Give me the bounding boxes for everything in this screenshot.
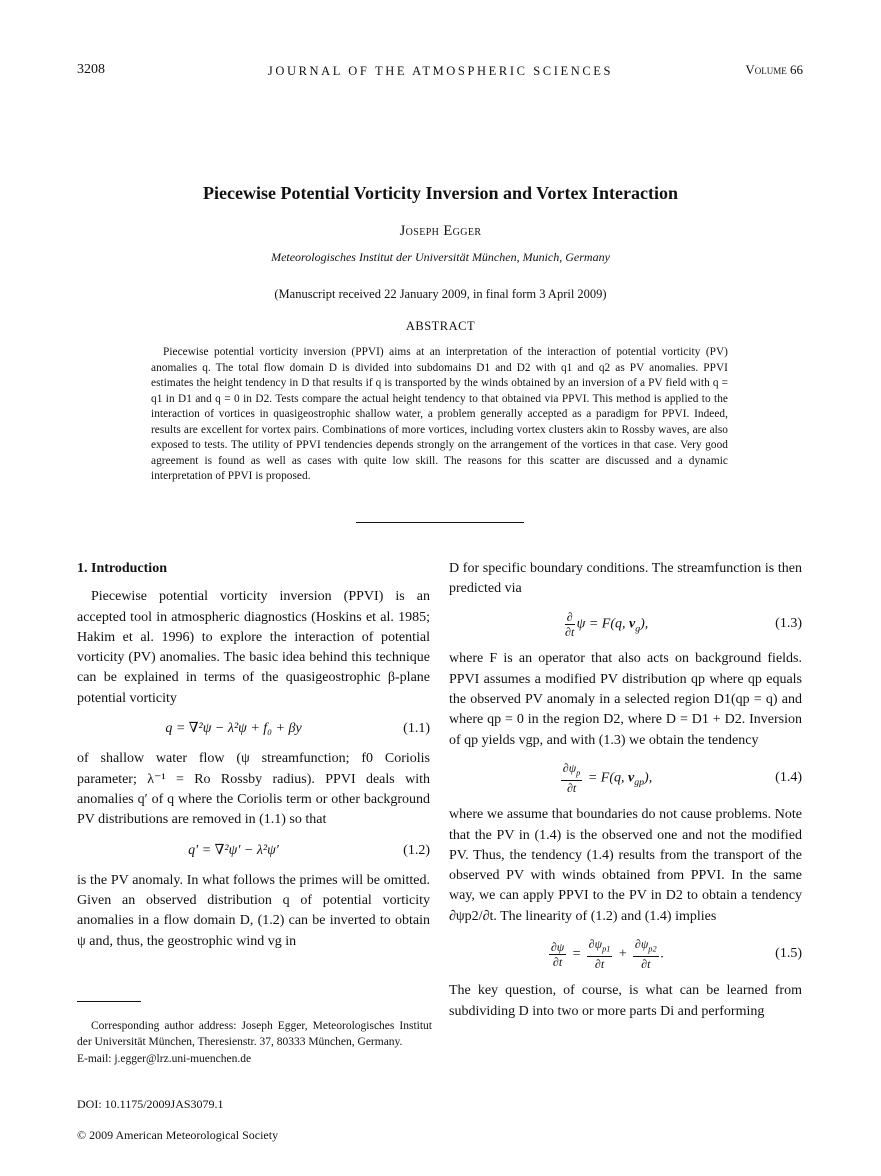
- equation-number: (1.5): [775, 946, 802, 962]
- volume-label: Volume 66: [745, 62, 803, 77]
- equation-body: $\frac{\partial\psi}{\partial t}$ = $\frac{\partial\psi_{p1}}{\partial t}$ + $\frac{\partial\psi_{p2}}{\partial t}$ .: [550, 937, 665, 972]
- footnote: [77, 1018, 432, 1067]
- equation-1-1: [77, 719, 430, 739]
- section-heading: 1. Introduction: [77, 561, 167, 576]
- paragraph: The key question, of course, is what can be learned from subdividing D into two or more parts Di and performing: [449, 983, 802, 1019]
- equation-body: q′ = ∇²ψ′ − λ²ψ′: [188, 842, 279, 858]
- equation-body: $\frac{\partial}{\partial t}$ ψ = F(q, $v_g$),: [565, 609, 649, 639]
- corresponding-author: Corresponding author address: Joseph Egger, Meteorologisches Institut der Universität München, Theresienstr. 37, 80333 München, Germany.: [77, 1020, 432, 1049]
- paragraph: D for specific boundary conditions. The streamfunction is then predicted via: [449, 561, 802, 597]
- equation-1-5: [449, 937, 802, 971]
- journal-name: JOURNAL OF THE ATMOSPHERIC SCIENCES: [267, 64, 614, 78]
- section-divider: [356, 522, 524, 523]
- paragraph: where F is an operator that also acts on background fields. PPVI assumes a modified PV distribution qp where qp equals the observed PV anomaly in a selected region D1(qp = q) and where qp = 0 in the region D2, where D = D1 + D2. Inversion of qp yields vgp, and with (1.3) we obtain the tendency: [449, 651, 802, 748]
- paper-title: Piecewise Potential Vorticity Inversion and Vortex Interaction: [203, 183, 678, 203]
- abstract-heading: ABSTRACT: [405, 319, 476, 333]
- paragraph: Piecewise potential vorticity inversion (PPVI) is an accepted tool in atmospheric diagnostics (Hoskins et al. 1985; Hakim et al. 1996) to explore the interaction of potential vorticity (PV) anomalies. The basic idea behind this technique can be explained in terms of the quasigeostrophic β-plane potential vorticity: [77, 589, 430, 706]
- left-column: [77, 559, 430, 952]
- page-number: 3208: [77, 62, 105, 77]
- equation-number: (1.2): [403, 842, 430, 858]
- copyright: © 2009 American Meteorological Society: [77, 1128, 279, 1142]
- footnote-divider: [77, 1001, 141, 1002]
- author-affiliation: Meteorologisches Institut der Universität München, Munich, Germany: [271, 250, 610, 264]
- equation-body: $\frac{\partial\psi_p}{\partial t}$ = F(q, $v_{gp}$),: [562, 760, 653, 796]
- manuscript-note: (Manuscript received 22 January 2009, in final form 3 April 2009): [274, 287, 607, 301]
- equation-1-3: [449, 610, 802, 640]
- paragraph: of shallow water flow (ψ streamfunction; f0 Coriolis parameter; λ⁻¹ = Ro Rossby radius). PPVI deals with anomalies q′ of q where the Coriolis term or other background PV distributions are removed in (1.1) so that: [77, 751, 430, 828]
- equation-number: (1.1): [403, 721, 430, 737]
- equation-number: (1.3): [775, 616, 802, 632]
- equation-1-4: [449, 761, 802, 795]
- paragraph: where we assume that boundaries do not cause problems. Note that the PV in (1.4) is the observed one and not the modified PV. Thus, the tendency (1.4) results from the transport of the observed PV with winds obtained from PPVI. In the same way, we can apply PPVI to the PV in D2 to obtain a tendency ∂ψp2/∂t. The linearity of (1.2) and (1.4) implies: [449, 807, 802, 924]
- author-name: Joseph Egger: [399, 223, 482, 239]
- equation-number: (1.4): [775, 769, 802, 785]
- equation-1-2: [77, 841, 430, 861]
- doi: DOI: 10.1175/2009JAS3079.1: [77, 1097, 224, 1111]
- author-email: E-mail: j.egger@lrz.uni-muenchen.de: [77, 1052, 252, 1065]
- abstract-text: Piecewise potential vorticity inversion (PPVI) aims at an interpretation of the interaction of potential vorticity (PV) anomalies q. The total flow domain D is divided into subdomains D1 and D2 with q1 and q2 as PV anomalies. PPVI estimates the height tendency in D that results if q is transported by the winds obtained by an inversion of a PV field with q = q1 in D1 and q = 0 in D2. Tests compare the actual height tendency to that obtained via PPVI. This method is applied to the interaction of vortices in quasigeostrophic shallow water, a problem generally accepted as a paradigm for PPVI. Indeed, results are excellent for vortex pairs. Combinations of more vortices, including vortex clusters akin to Rossby waves, are also exposed to tests. The utility of PPVI tendencies depends strongly on the arrangement of the vortices in that case. Very good agreement is found as well as cases with quite low skill. The reasons for this scatter are discussed and a dynamic interpretation of PPVI is proposed.: [151, 346, 728, 482]
- paragraph: is the PV anomaly. In what follows the primes will be omitted. Given an observed distribution q of potential vorticity anomalies in a flow domain D, (1.2) can be inverted to obtain ψ and, thus, the geostrophic wind vg in: [77, 872, 430, 949]
- right-column: [449, 559, 802, 1022]
- equation-body: q = ∇²ψ − λ²ψ + f₀ + βy: [165, 721, 302, 737]
